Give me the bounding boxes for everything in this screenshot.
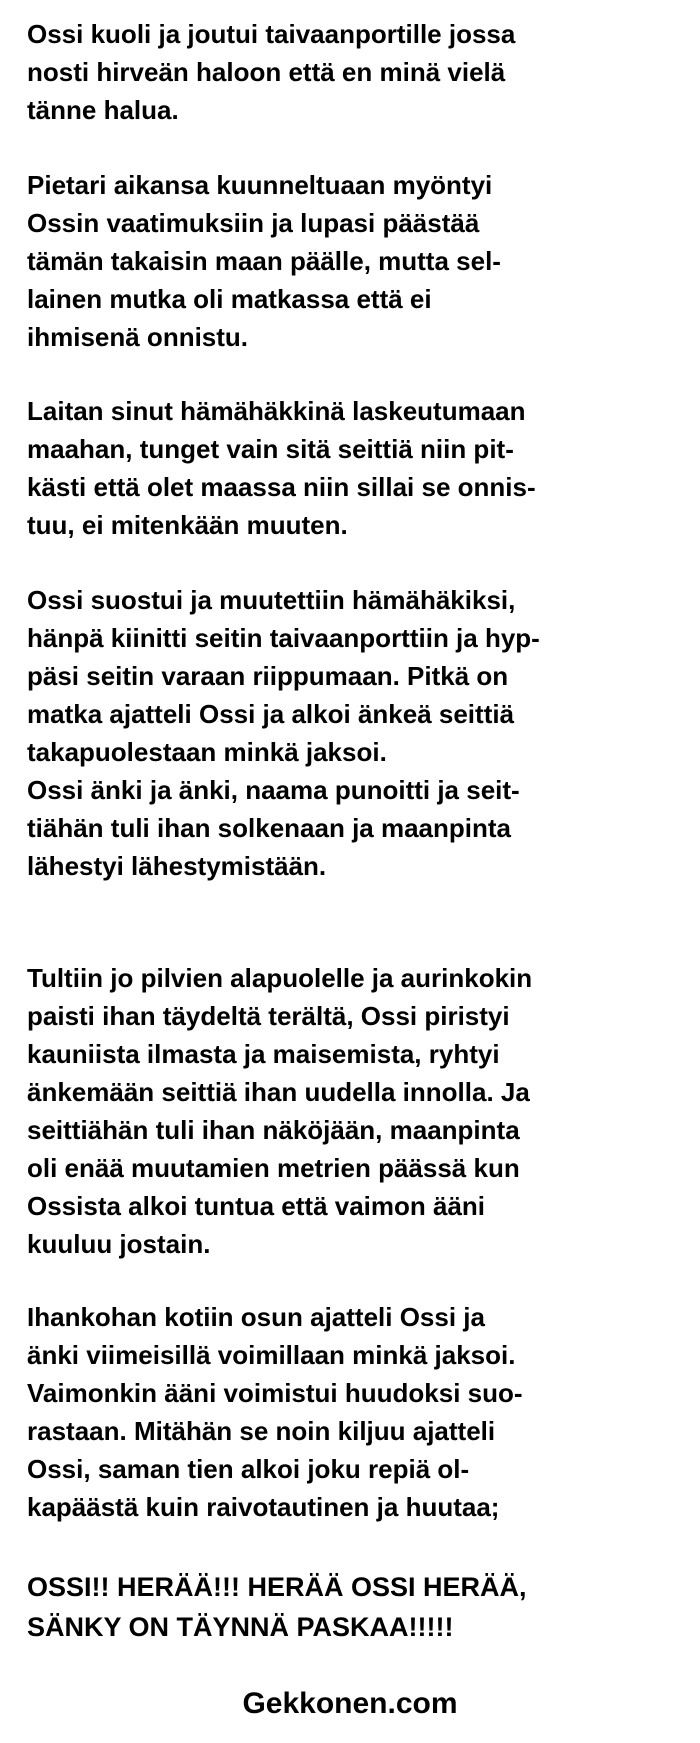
paragraph-5 [27,959,677,1263]
paragraph-line: tänne halua. [27,95,179,125]
paragraph-line: kuuluu jostain. [27,1229,211,1259]
punchline [27,1567,677,1647]
punchline-line: SÄNKY ON TÄYNNÄ PASKAA!!!!! [27,1612,454,1642]
paragraph-line: kauniista ilmasta ja maisemista, ryhtyi [27,1039,500,1069]
paragraph-line: tiähän tuli ihan solkenaan ja maanpinta [27,813,511,843]
paragraph-2 [27,166,677,356]
paragraph-line: tämän takaisin maan päälle, mutta sel- [27,246,501,276]
punchline-line: OSSI!! HERÄÄ!!! HERÄÄ OSSI HERÄÄ, [27,1572,527,1602]
paragraph-line: lähestyi lähestymistään. [27,851,327,881]
paragraph-line: Pietari aikansa kuunneltuaan myöntyi [27,170,493,200]
paragraph-line: Ossi, saman tien alkoi joku repiä ol- [27,1454,470,1484]
site-footer: Gekkonen.com [242,1687,458,1720]
paragraph-line: änkemään seittiä ihan uudella innolla. Ja [27,1077,530,1107]
paragraph-3 [27,392,677,544]
paragraph-line: takapuolestaan minkä jaksoi. [27,737,387,767]
paragraph-line: Laitan sinut hämähäkkinä laskeutumaan [27,396,526,426]
paragraph-line: päsi seitin varaan riippumaan. Pitkä on [27,661,509,691]
paragraph-line: Ossi suostui ja muutettiin hämähäkiksi, [27,585,516,615]
paragraph-line: kästi että olet maassa niin sillai se onnis- [27,472,536,502]
paragraph-line: kapäästä kuin raivotautinen ja huutaa; [27,1492,500,1522]
paragraph-1 [27,15,677,129]
paragraph-line: Ossista alkoi tuntua että vaimon ääni [27,1191,486,1221]
paragraph-line: tuu, ei mitenkään muuten. [27,510,348,540]
paragraph-6 [27,1298,677,1526]
paragraph-line: Ossi änki ja änki, naama punoitti ja seit- [27,775,520,805]
paragraph-line: nosti hirveän haloon että en minä vielä [27,57,506,87]
paragraph-line: matka ajatteli Ossi ja alkoi änkeä seittiä [27,699,515,729]
paragraph-line: oli enää muutamien metrien päässä kun [27,1153,520,1183]
paragraph-line: paisti ihan täydeltä terältä, Ossi piristyi [27,1001,510,1031]
paragraph-line: maahan, tunget vain sitä seittiä niin pit- [27,434,514,464]
paragraph-line: änki viimeisillä voimillaan minkä jaksoi. [27,1340,516,1370]
paragraph-line: seittiähän tuli ihan näköjään, maanpinta [27,1115,520,1145]
paragraph-line: hänpä kiinitti seitin taivaanporttiin ja hyp- [27,623,540,653]
paragraph-line: ihmisenä onnistu. [27,322,249,352]
paragraph-line: Vaimonkin ääni voimistui huudoksi suo- [27,1378,523,1408]
paragraph-line: Ossi kuoli ja joutui taivaanportille jossa [27,19,516,49]
paragraph-line: rastaan. Mitähän se noin kiljuu ajatteli [27,1416,496,1446]
paragraph-line: Tultiin jo pilvien alapuolelle ja aurinkokin [27,963,533,993]
paragraph-line: lainen mutka oli matkassa että ei [27,284,432,314]
paragraph-line: Ihankohan kotiin osun ajatteli Ossi ja [27,1302,485,1332]
paragraph-line: Ossin vaatimuksiin ja lupasi päästää [27,208,480,238]
paragraph-4 [27,581,677,885]
